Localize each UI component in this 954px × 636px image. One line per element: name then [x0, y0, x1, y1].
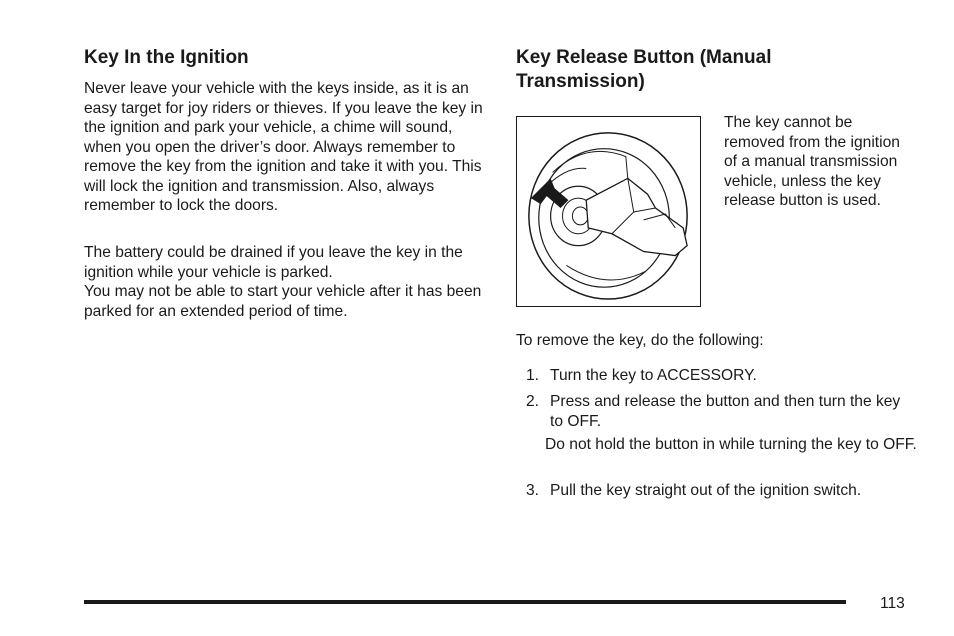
step-number: 3.: [526, 482, 540, 499]
instructions-intro: To remove the key, do the following:: [516, 332, 764, 349]
paragraph-battery: The battery could be drained if you leave the key in the ignition while your vehicle is parked.: [84, 244, 463, 281]
section-heading-key-release-button: Key Release Button (Manual Transmission): [516, 47, 772, 92]
section-heading-key-in-ignition: Key In the Ignition: [84, 47, 249, 68]
figure-caption: The key cannot be removed from the ignition of a manual transmission vehicle, unless the key release button is used.: [724, 114, 900, 209]
paragraph-keys-inside: Never leave your vehicle with the keys inside, as it is an easy target for joy riders or thieves. If you leave the key in the ignition and park your vehicle, a chime will sound, when you open the driver’s door. Always remember to remove the key from the ignition and take it with you. This will lock the ignition and transmission. Also, always remember to lock the doors.: [84, 80, 483, 214]
paragraph-start-vehicle: You may not be able to start your vehicle after it has been parked for an extended period of time.: [84, 283, 482, 320]
step-note: Do not hold the button in while turning the key to OFF.: [545, 436, 917, 453]
step-text: Turn the key to ACCESSORY.: [550, 367, 757, 384]
step-text: Press and release the button and then turn the key to OFF.: [550, 393, 901, 430]
step-number: 2.: [526, 393, 540, 410]
step-number: 1.: [526, 367, 540, 384]
page-number: 113: [880, 595, 905, 612]
footer-rule: [84, 600, 846, 604]
ignition-drawing: [517, 117, 700, 306]
step-text: Pull the key straight out of the ignition switch.: [550, 482, 862, 499]
ignition-illustration: [516, 116, 701, 307]
